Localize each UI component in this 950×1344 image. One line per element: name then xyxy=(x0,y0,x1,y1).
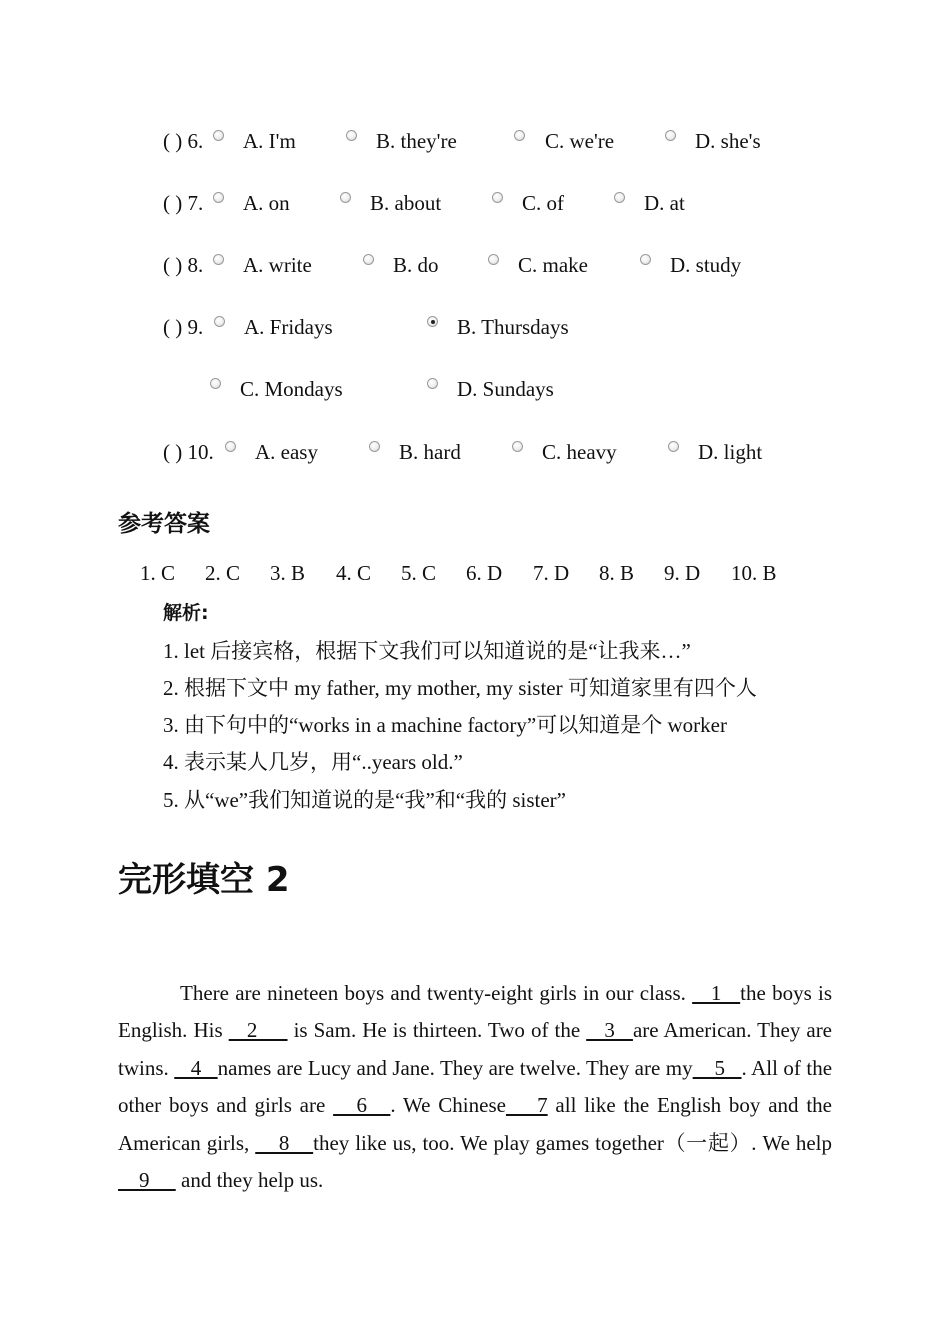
option-label: D. Sundays xyxy=(457,377,554,401)
answer-key-item: 3. B xyxy=(270,561,306,585)
answer-key-item: 8. B xyxy=(599,561,635,585)
passage-text: all like the English boy and the American girls, xyxy=(118,1093,832,1155)
question-number: ( ) 7. xyxy=(163,191,204,215)
option-label: B. hard xyxy=(399,440,461,464)
blank-5: 5 xyxy=(692,1055,742,1080)
blank-8: 8 xyxy=(255,1130,314,1155)
explanation-line: 1. let 后接宾格，根据下文我们可以知道说的是“让我来…” xyxy=(163,639,691,663)
option-label: A. Fridays xyxy=(244,315,333,339)
radio-option-c[interactable] xyxy=(514,130,525,141)
option-label: C. make xyxy=(518,253,588,277)
blank-7: 7 xyxy=(505,1093,548,1118)
answer-key-item: 6. D xyxy=(466,561,503,585)
radio-option-c[interactable] xyxy=(512,441,523,452)
explanation-line: 2. 根据下文中 my father, my mother, my sister 可知道家里有四个人 xyxy=(163,676,757,700)
question-number: ( ) 10. xyxy=(163,440,214,464)
option-label: C. heavy xyxy=(542,440,617,464)
option-label: B. they're xyxy=(376,129,457,153)
radio-option-a[interactable] xyxy=(213,254,224,265)
option-label: C. we're xyxy=(545,129,615,153)
radio-option-d[interactable] xyxy=(668,441,679,452)
answers-heading: 参考答案 xyxy=(118,511,210,537)
answer-key-item: 2. C xyxy=(205,561,241,585)
passage-text: is Sam. He is thirteen. Two of the xyxy=(287,1018,587,1043)
radio-option-a[interactable] xyxy=(213,192,224,203)
option-label: B. do xyxy=(393,253,439,277)
radio-option-b[interactable] xyxy=(346,130,357,141)
blank-9: 9 xyxy=(118,1168,176,1193)
answer-key-item: 1. C xyxy=(140,561,176,585)
explanation-line: 4. 表示某人几岁，用“..years old.” xyxy=(163,750,463,774)
passage-text: There are nineteen boys and twenty-eight girls in our class. xyxy=(180,981,693,1005)
option-label: A. on xyxy=(243,191,290,215)
radio-option-c[interactable] xyxy=(210,378,221,389)
radio-option-d[interactable] xyxy=(614,192,625,203)
passage-text: and they help us. xyxy=(175,1168,324,1193)
radio-option-b[interactable] xyxy=(340,192,351,203)
passage-text: they like us, too. We play games together（一起）. We help xyxy=(313,1130,833,1155)
radio-option-a[interactable] xyxy=(214,316,225,327)
explanation-line: 3. 由下句中的“works in a machine factory”可以知道是个 worker xyxy=(163,713,727,737)
question-number: ( ) 8. xyxy=(163,253,204,277)
option-label: A. I'm xyxy=(243,129,296,153)
option-label: D. study xyxy=(670,253,742,277)
option-label: B. Thursdays xyxy=(457,315,569,339)
explanation-line: 5. 从“we”我们知道说的是“我”和“我的 sister” xyxy=(163,788,566,812)
radio-option-a[interactable] xyxy=(213,130,224,141)
blank-2: 2 xyxy=(228,1018,288,1043)
passage-text: the boys is English. His xyxy=(118,981,833,1043)
passage-text: . We Chinese xyxy=(390,1093,506,1118)
blank-6: 6 xyxy=(333,1093,391,1118)
answer-key-item: 4. C xyxy=(336,561,372,585)
explanation-label: 解析: xyxy=(163,602,209,624)
radio-option-c[interactable] xyxy=(492,192,503,203)
option-label: C. of xyxy=(522,191,564,215)
option-label: D. at xyxy=(644,191,685,215)
cloze-passage xyxy=(118,975,832,1199)
radio-option-d[interactable] xyxy=(427,378,438,389)
option-label: A. write xyxy=(243,253,312,277)
radio-option-b[interactable] xyxy=(363,254,374,265)
question-number: ( ) 9. xyxy=(163,315,204,339)
blank-4: 4 xyxy=(174,1055,218,1080)
option-label: A. easy xyxy=(255,440,318,464)
radio-option-b[interactable] xyxy=(369,441,380,452)
answer-key-item: 5. C xyxy=(401,561,437,585)
blank-3: 3 xyxy=(586,1018,633,1043)
radio-option-c[interactable] xyxy=(488,254,499,265)
option-label: C. Mondays xyxy=(240,377,343,401)
section-title: 完形填空 2 xyxy=(118,860,290,900)
question-number: ( ) 6. xyxy=(163,129,204,153)
radio-option-b[interactable] xyxy=(427,316,438,327)
option-label: D. she's xyxy=(695,129,761,153)
passage-text: are American. They are twins. xyxy=(118,1018,833,1080)
blank-1: 1 xyxy=(692,981,741,1005)
passage-text: names are Lucy and Jane. They are twelve. They are my xyxy=(217,1055,693,1080)
option-label: D. light xyxy=(698,440,763,464)
radio-option-a[interactable] xyxy=(225,441,236,452)
answer-key-item: 9. D xyxy=(664,561,701,585)
radio-option-d[interactable] xyxy=(640,254,651,265)
passage-text: . All of the other boys and girls are xyxy=(118,1055,833,1118)
radio-option-d[interactable] xyxy=(665,130,676,141)
answer-key-item: 7. D xyxy=(533,561,570,585)
option-label: B. about xyxy=(370,191,442,215)
answer-key-item: 10. B xyxy=(731,561,777,585)
